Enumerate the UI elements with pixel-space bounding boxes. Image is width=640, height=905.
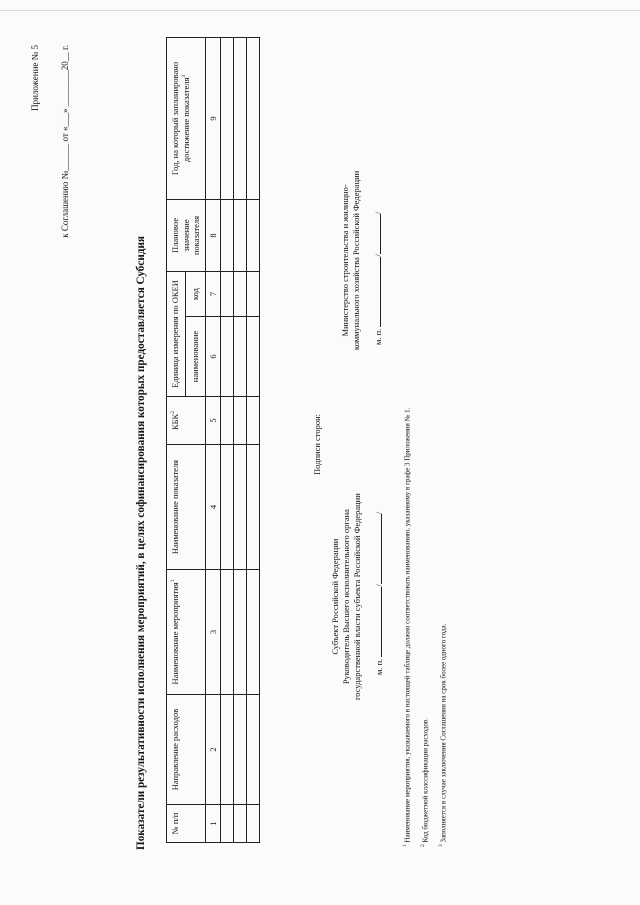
table-cell [233,445,246,570]
table-cell [233,570,246,695]
col-number: 9 [205,37,220,199]
table-cell [220,317,233,397]
header-unit: Единица измерения по ОКЕИ [167,271,186,396]
table-cell [246,397,259,445]
table-cell [233,397,246,445]
table-cell [246,271,259,316]
region-stamp-mark: м. п. [374,658,385,675]
col-number: 5 [205,397,220,445]
table-cell [220,695,233,805]
table-cell [233,317,246,397]
table-header-row [167,37,186,842]
document-title: Показатели результативности исполнения мероприятий, в целях софинансирования которых предоставляется Субсидия [135,236,147,850]
col-number: 2 [205,695,220,805]
table-cell [220,199,233,271]
ministry-stamp-mark: м. п. [373,328,384,345]
table-cell [220,271,233,316]
header-direction: Направление расходов [167,695,206,805]
table-cell [246,37,259,199]
signature-name-line [372,214,381,254]
attachment-header [30,45,71,238]
signature-name-line [373,514,382,584]
col-number: 8 [205,199,220,271]
header-planned-value: Плановое значение показателя [167,199,206,271]
footnote-2: $^2$ Код бюджетной классификации расходов. [420,718,430,847]
table-row [233,37,246,842]
signatures-title: Подписи сторон: [312,413,322,475]
table-cell [246,445,259,570]
table-cell [220,397,233,445]
header-unit-name: наименование [186,317,205,397]
footnote-3: $^3$ Заполняется в случае заключения Соглашения на срок более одного года. [438,623,448,847]
col-number: 3 [205,570,220,695]
header-number: № п/п [167,805,206,843]
col-number: 7 [205,271,220,316]
header-unit-code: код [186,271,205,316]
table-cell [246,695,259,805]
header-activity: Наименование мероприятия$^1$ [167,570,206,695]
attachment-title: Приложение № 5 [30,45,40,111]
ministry-line1: Министерство строительства и жилищно- [340,184,350,337]
col-number: 6 [205,317,220,397]
col-number: 1 [205,805,220,843]
table-cell [246,805,259,843]
region-line1: Субъект Российской Федерации [330,538,340,655]
table-cell [246,199,259,271]
ministry-signature-line: м. п. // [373,211,384,345]
table-row [246,37,259,842]
table-cell [220,805,233,843]
signature-line [373,587,382,657]
header-kbk: КБК$^2$ [167,397,206,445]
table-cell [233,37,246,199]
signature-block-region [330,493,385,700]
footnote-1: $^1$ Наименование мероприятия, указываемого в настоящей таблице должно соответствовать наименованию, указанному в графе 3 Приложения № 1. [402,407,412,847]
table-cell [220,37,233,199]
table-cell [246,317,259,397]
header-indicator-name: Наименование показателя [167,445,206,570]
table-cell [233,271,246,316]
signature-block-ministry [340,171,384,350]
agreement-reference: к Соглашению №______ от «___» ________20__ г. [59,45,70,238]
table-number-row [205,37,220,842]
region-line2: Руководитель Высшего исполнительного органа [341,509,352,685]
table-cell [233,695,246,805]
table-cell [233,199,246,271]
table-cell [233,805,246,843]
table-cell [220,570,233,695]
table-cell [246,570,259,695]
table-cell [220,445,233,570]
region-signature-line: м. п. // [374,511,385,675]
signature-line [372,257,381,327]
ministry-line2: коммунального хозяйства Российской Федерации [351,170,362,350]
header-target-year: Год, на который запланировано достижение показателя$^3$ [167,37,206,199]
indicators-table [166,37,260,843]
col-number: 4 [205,445,220,570]
table-row [220,37,233,842]
region-line3: государственной власти субъекта Российской Федерации [352,493,363,700]
